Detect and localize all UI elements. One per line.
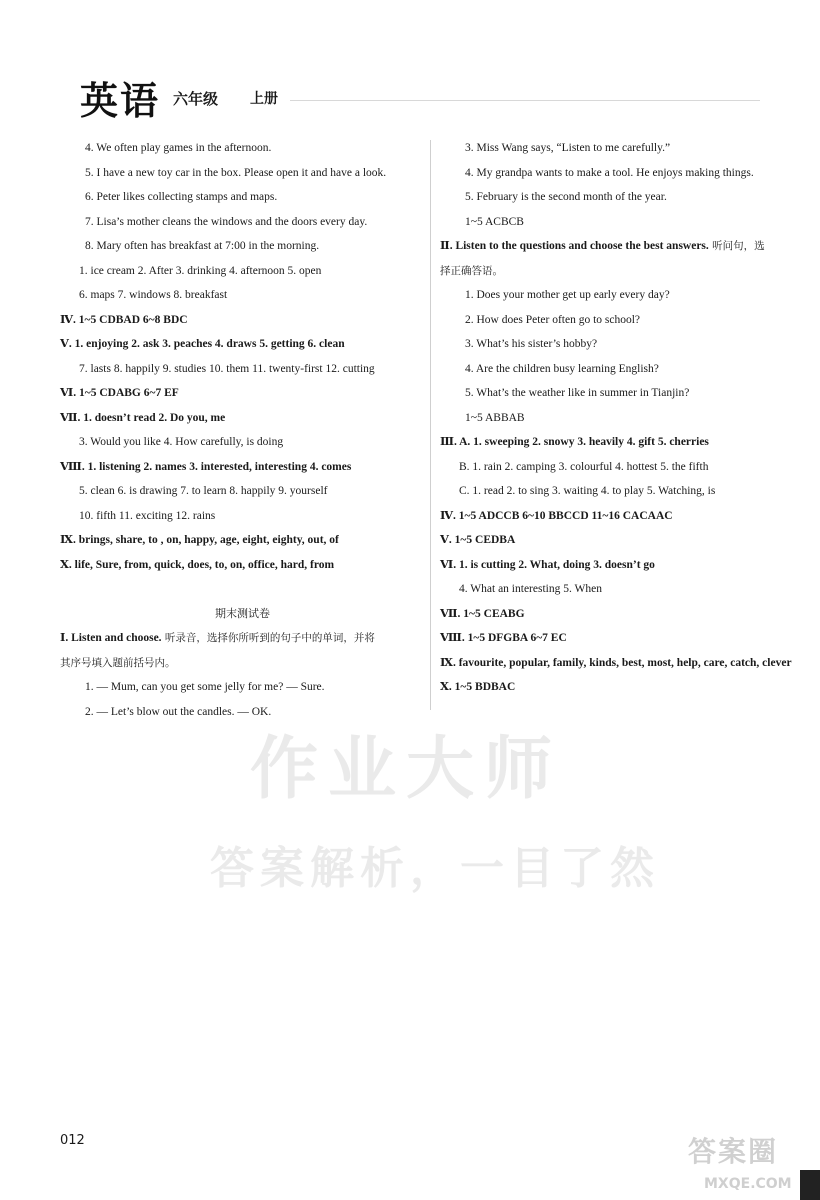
answer-line: 6. maps 7. windows 8. breakfast <box>79 289 228 301</box>
answer-line: C. 1. read 2. to sing 3. waiting 4. to play 5. Watching, is <box>459 485 716 497</box>
answer-line: 8. Mary often has breakfast at 7:00 in the morning. <box>85 240 320 252</box>
answer-line: 3. Would you like 4. How carefully, is doing <box>79 436 284 448</box>
section-heading-label: Ⅰ. Listen and choose. <box>60 632 162 644</box>
answer-line: 2. — Let’s blow out the candles. — OK. <box>85 705 272 718</box>
answer-line: 3. What’s his sister’s hobby? <box>465 338 598 350</box>
section-answer: Ⅹ. 1~5 BDBAC <box>440 681 516 693</box>
answer-line: 5. I have a new toy car in the box. Please open it and have a look. <box>85 166 387 179</box>
section-answer: Ⅷ. 1. listening 2. names 3. interested, interesting 4. comes <box>60 460 352 473</box>
section-answer: Ⅳ. 1~5 ADCCB 6~10 BBCCD 11~16 CACAAC <box>440 509 673 522</box>
header-rule <box>290 100 760 101</box>
page-number: 012 <box>60 1133 85 1148</box>
section-heading-continued: 择正确答语。 <box>440 264 503 277</box>
left-column <box>60 136 425 724</box>
section-answer: Ⅸ. favourite, popular, family, kinds, best, most, help, care, catch, clever <box>440 656 792 669</box>
answer-line: 7. Lisa’s mother cleans the windows and the doors every day. <box>85 215 368 228</box>
answer-line: 4. Are the children busy learning English? <box>465 362 659 375</box>
answer-line: 4. What an interesting 5. When <box>459 583 602 595</box>
section-answer: Ⅲ. A. 1. sweeping 2. snowy 3. heavily 4. gift 5. cherries <box>440 436 709 448</box>
section-heading-continued: 其序号填入题前括号内。 <box>60 656 176 669</box>
answer-line: 5. What’s the weather like in summer in Tianjin? <box>465 387 690 399</box>
answer-line: 5. clean 6. is drawing 7. to learn 8. happily 9. yourself <box>79 485 328 497</box>
section-answer: Ⅴ. 1~5 CEDBA <box>440 534 516 546</box>
section-heading-instruction: 听录音，选择你所听到的句子中的单词，并将 <box>161 632 375 644</box>
answer-line: 1~5 ABBAB <box>465 411 525 424</box>
corner-tab <box>800 1170 820 1200</box>
page-header <box>0 0 820 130</box>
answer-line: 1. ice cream 2. After 3. drinking 4. afternoon 5. open <box>79 264 322 277</box>
answer-line: 4. We often play games in the afternoon. <box>85 142 272 154</box>
section-heading <box>60 626 425 651</box>
answer-line: 3. Miss Wang says, “Listen to me carefully.” <box>465 142 671 154</box>
term-label: 上册 <box>250 91 278 107</box>
section-answer: Ⅸ. brings, share, to , on, happy, age, eight, eighty, out, of <box>60 534 339 546</box>
grade-label: 六年级 <box>173 90 219 108</box>
answer-line: 2. How does Peter often go to school? <box>465 313 641 326</box>
section-answer: Ⅵ. 1. is cutting 2. What, doing 3. doesn’t go <box>440 558 655 571</box>
section-answer: Ⅹ. life, Sure, from, quick, does, to, on, office, hard, from <box>60 558 335 571</box>
answer-line: 7. lasts 8. happily 9. studies 10. them 11. twenty-first 12. cutting <box>79 362 375 375</box>
exam-title: 期末测试卷 <box>215 606 270 620</box>
watermark-subtitle: 答案解析，一目了然 <box>210 843 660 894</box>
section-heading-instruction: 听问句，选 <box>708 240 765 252</box>
section-answer: Ⅴ. 1. enjoying 2. ask 3. peaches 4. draws 5. getting 6. clean <box>60 338 345 350</box>
section-answer: Ⅳ. 1~5 CDBAD 6~8 BDC <box>60 313 188 326</box>
answer-line: 6. Peter likes collecting stamps and maps. <box>85 191 278 203</box>
answer-line: B. 1. rain 2. camping 3. colourful 4. hottest 5. the fifth <box>459 460 709 473</box>
answer-line: 10. fifth 11. exciting 12. rains <box>79 509 216 522</box>
section-answer: Ⅶ. 1~5 CEABG <box>440 607 525 620</box>
column-divider <box>430 140 431 710</box>
logo-url: MXQE.COM <box>704 1176 792 1192</box>
watermark-title: 作业大师 <box>250 730 563 809</box>
answer-line: 5. February is the second month of the year. <box>465 191 667 203</box>
right-column <box>440 136 792 700</box>
section-heading-label: Ⅱ. Listen to the questions and choose the best answers. <box>440 240 709 252</box>
answer-line: 4. My grandpa wants to make a tool. He enjoys making things. <box>465 166 754 179</box>
answer-line: 1. — Mum, can you get some jelly for me? — Sure. <box>85 681 325 693</box>
section-answer: Ⅵ. 1~5 CDABG 6~7 EF <box>60 387 179 399</box>
answer-line: 1~5 ACBCB <box>465 215 524 228</box>
section-answer: Ⅷ. 1~5 DFGBA 6~7 EC <box>440 632 567 644</box>
subject-title: 英语 <box>80 79 161 123</box>
section-answer: Ⅶ. 1. doesn’t read 2. Do you, me <box>60 411 226 424</box>
section-heading <box>440 234 785 259</box>
answer-line: 1. Does your mother get up early every day? <box>465 289 670 301</box>
logo-text: 答案圈 <box>688 1135 779 1168</box>
